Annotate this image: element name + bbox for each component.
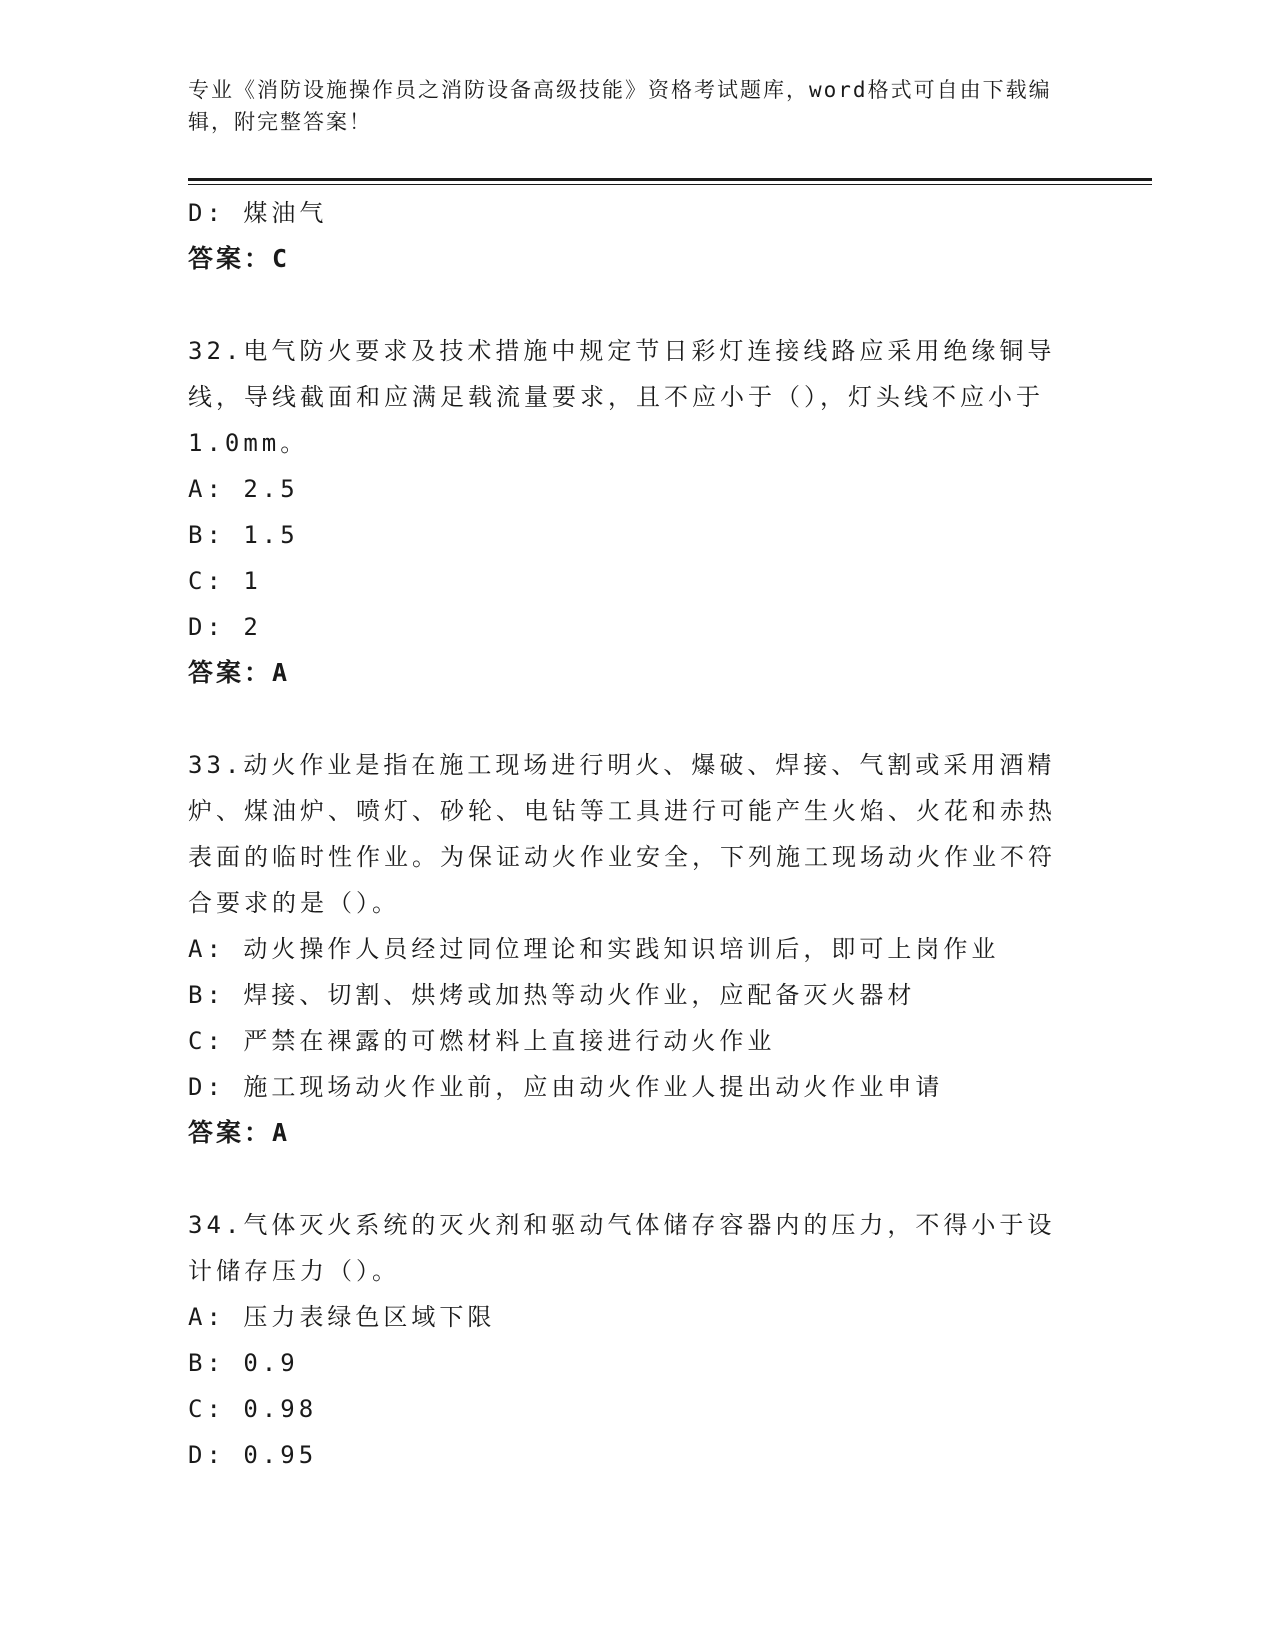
spacer [188,1156,1088,1202]
option-d: D: 煤油气 [188,199,328,227]
option-b: B: 焊接、切割、烘烤或加热等动火作业，应配备灭火器材 [188,981,916,1009]
question-33-stem: 33.动火作业是指在施工现场进行明火、爆破、焊接、气割或采用酒精炉、煤油炉、喷灯、砂轮、电钻等工具进行可能产生火焰、火花和赤热表面的临时性作业。为保证动火作业安全，下列施工现场动火作业不符合要求的是（）。 [188,751,1056,917]
option-c: C: 0.98 [188,1395,318,1423]
question-34-stem: 34.气体灭火系统的灭火剂和驱动气体储存容器内的压力，不得小于设计储存压力（）。 [188,1211,1056,1285]
spacer [188,696,1088,742]
option-a: A: 动火操作人员经过同位理论和实践知识培训后，即可上岗作业 [188,935,1000,963]
header-rule-thick [188,178,1152,181]
answer-line: 答案：A [188,658,291,687]
option-d: D: 施工现场动火作业前，应由动火作业人提出动火作业申请 [188,1073,944,1101]
option-b: B: 0.9 [188,1349,299,1377]
option-d: D: 0.95 [188,1441,318,1469]
option-a: A: 2.5 [188,475,299,503]
header-rule-thin [188,184,1152,185]
spacer [188,282,1088,328]
answer-line: 答案：C [188,244,291,273]
document-body [188,190,1088,1478]
option-b: B: 1.5 [188,521,299,549]
document-header: 专业《消防设施操作员之消防设备高级技能》资格考试题库，word格式可自由下载编辑，附完整答案！ [188,78,1052,134]
option-a: A: 压力表绿色区域下限 [188,1303,496,1331]
question-32-stem: 32.电气防火要求及技术措施中规定节日彩灯连接线路应采用绝缘铜导线，导线截面和应满足载流量要求，且不应小于（），灯头线不应小于1.0mm。 [188,337,1056,457]
answer-line: 答案：A [188,1118,291,1147]
option-d: D: 2 [188,613,262,641]
option-c: C: 严禁在裸露的可燃材料上直接进行动火作业 [188,1027,776,1055]
option-c: C: 1 [188,567,262,595]
